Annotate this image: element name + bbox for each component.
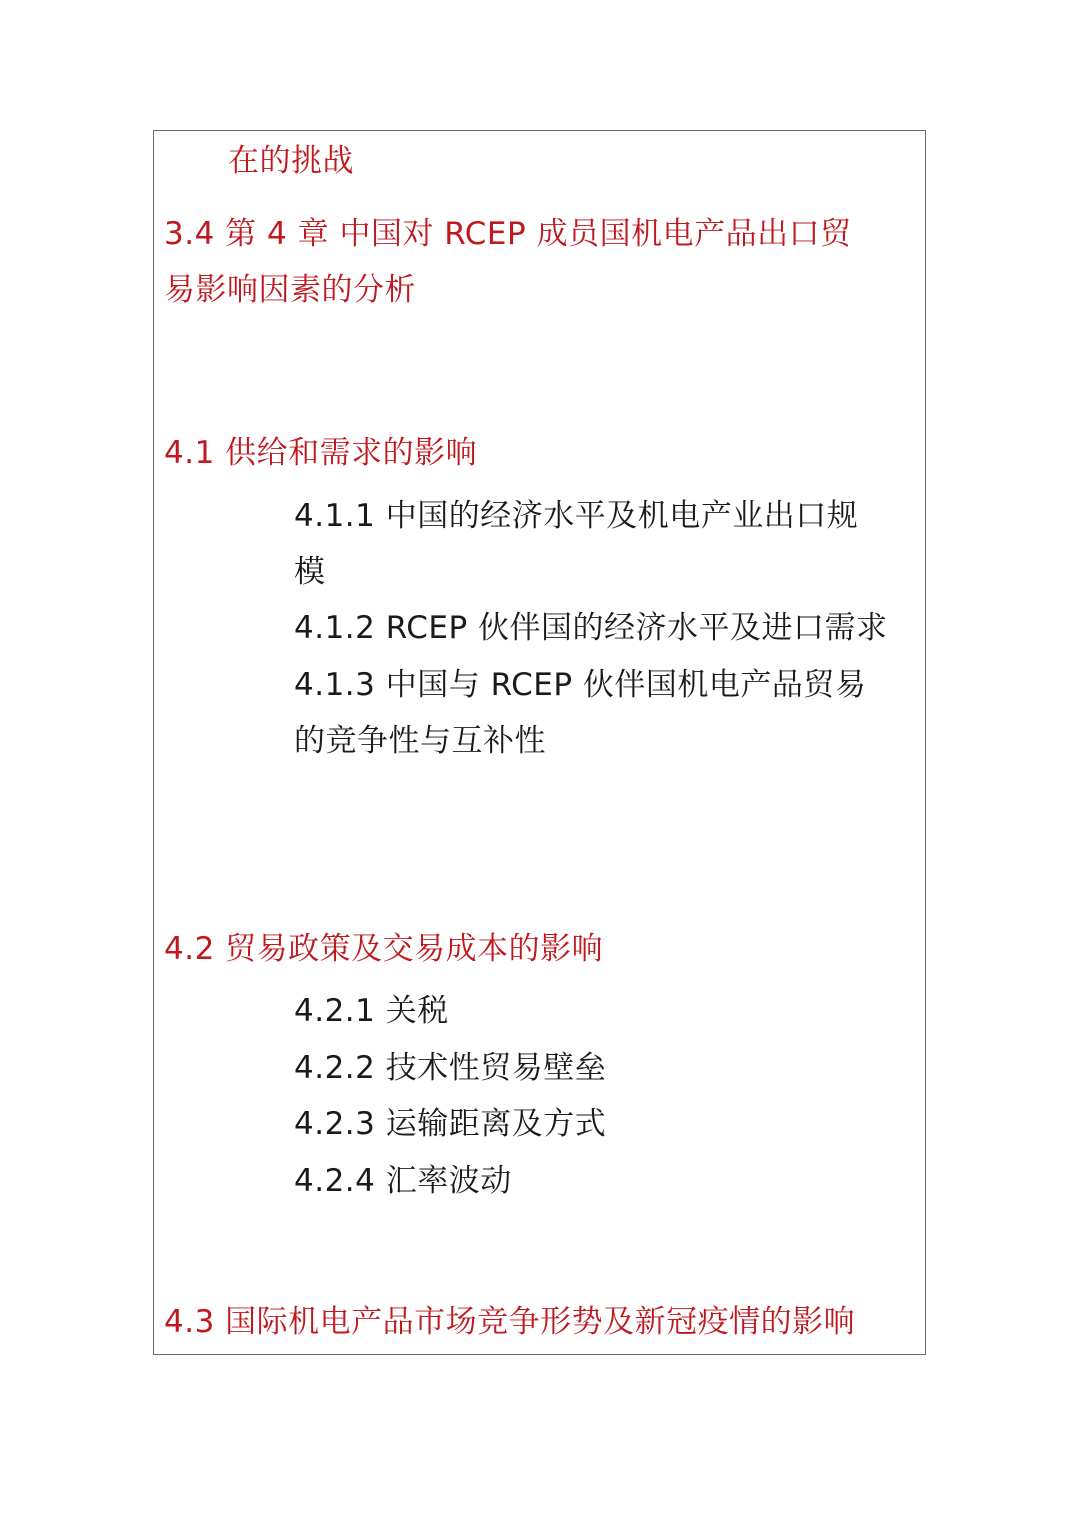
toc-item-4-1-2: 4.1.2 RCEP 伙伴国的经济水平及进口需求 [294, 610, 888, 646]
section-heading-4-3: 4.3 国际机电产品市场竞争形势及新冠疫情的影响 [164, 1304, 856, 1340]
section-heading-4-2: 4.2 贸易政策及交易成本的影响 [164, 931, 604, 967]
toc-item-4-1-1: 4.1.1 中国的经济水平及机电产业出口规 [294, 498, 859, 534]
section-heading-4-1: 4.1 供给和需求的影响 [164, 435, 478, 471]
continuation-text: 在的挑战 [228, 143, 354, 179]
chapter-heading-line2: 易影响因素的分析 [164, 272, 416, 308]
toc-item-4-2-4: 4.2.4 汇率波动 [294, 1163, 512, 1199]
toc-item-4-1-1-cont: 模 [294, 554, 326, 590]
toc-item-4-2-2: 4.2.2 技术性贸易壁垒 [294, 1050, 607, 1086]
chapter-heading-line1: 3.4 第 4 章 中国对 RCEP 成员国机电产品出口贸 [164, 216, 852, 252]
toc-item-4-1-3-cont: 的竞争性与互补性 [294, 723, 546, 759]
toc-item-4-2-1: 4.2.1 关税 [294, 993, 449, 1029]
toc-item-4-2-3: 4.2.3 运输距离及方式 [294, 1106, 607, 1142]
toc-item-4-1-3: 4.1.3 中国与 RCEP 伙伴国机电产品贸易 [294, 667, 867, 703]
